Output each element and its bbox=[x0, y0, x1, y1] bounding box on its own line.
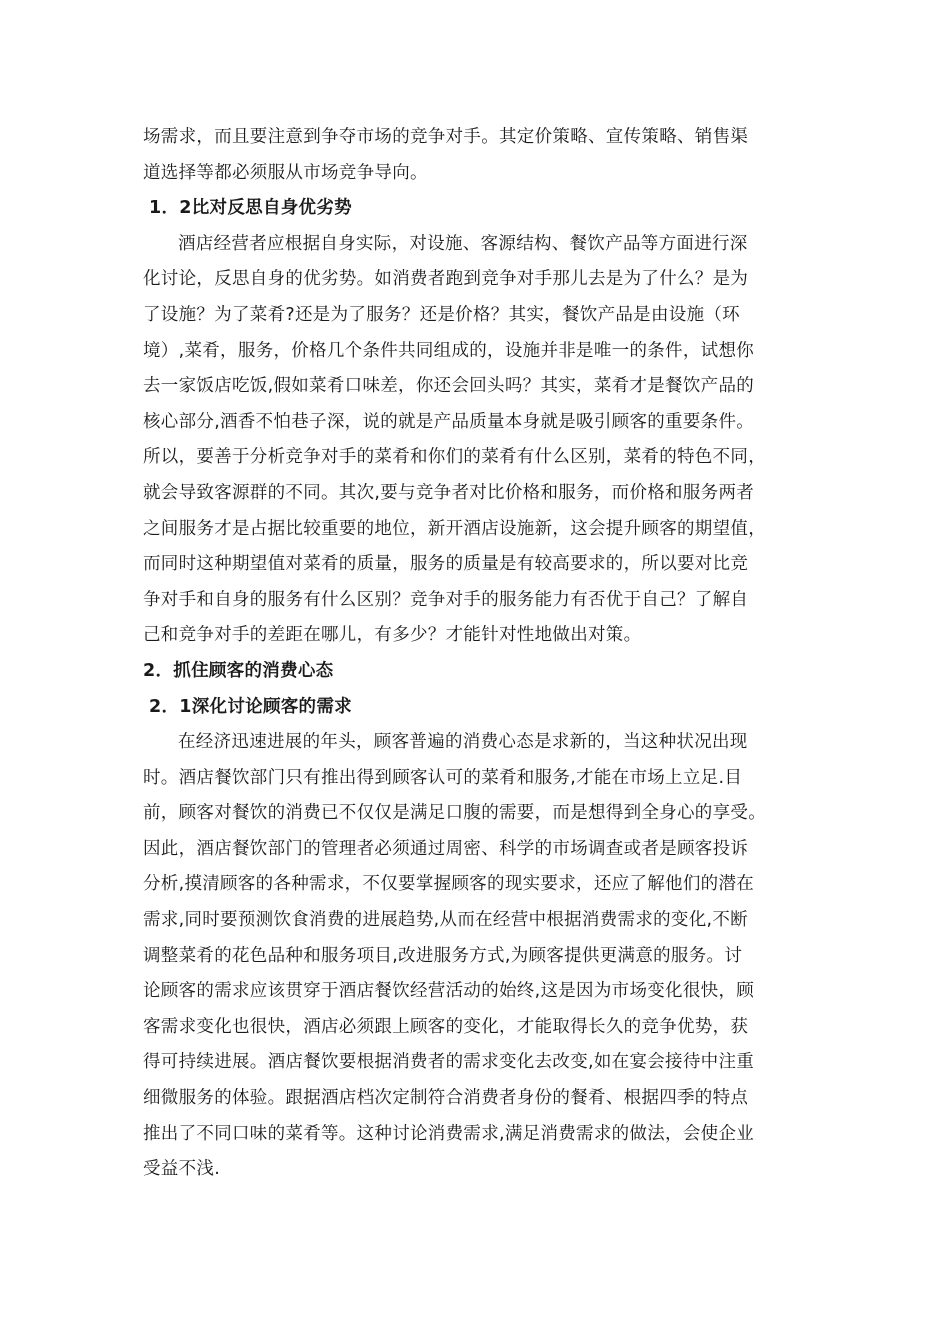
text-line: 己和竞争对手的差距在哪儿，有多少？才能针对性地做出对策。 bbox=[143, 625, 642, 646]
text-line: 场需求，而且要注意到争夺市场的竞争对手。其定价策略、宣传策略、销售渠 bbox=[143, 127, 749, 147]
text-line: 就会导致客源群的不同。其次,要与竞争者对比价格和服务，而价格和服务两者 bbox=[143, 482, 755, 503]
paragraph-first-line: 在经济迅速进展的年头，顾客普遍的消费心态是求新的，当这种状况出现 bbox=[178, 732, 748, 753]
text-line: 调整菜肴的花色品种和服务项目,改进服务方式,为顾客提供更满意的服务。讨 bbox=[143, 945, 743, 966]
text-line: 去一家饭店吃饭,假如菜肴口味差，你还会回头吗？其实，菜肴才是餐饮产品的 bbox=[143, 376, 755, 397]
text-line: 时。酒店餐饮部门只有推出得到顾客认可的菜肴和服务,才能在市场上立足.目 bbox=[143, 767, 743, 788]
text-line: 因此，酒店餐饮部门的管理者必须通过周密、科学的市场调查或者是顾客投诉 bbox=[143, 838, 749, 859]
text-line: 受益不浅. bbox=[143, 1159, 221, 1180]
text-line: 得可持续进展。酒店餐饮要根据消费者的需求变化去改变,如在宴会接待中注重 bbox=[143, 1052, 755, 1073]
text-line: 化讨论，反思自身的优劣势。如消费者跑到竞争对手那儿去是为了什么？是为 bbox=[143, 269, 749, 290]
text-line: 细微服务的体验。跟据酒店档次定制符合消费者身份的餐肴、根据四季的特点 bbox=[143, 1088, 749, 1109]
text-line: 核心部分,酒香不怕巷子深，说的就是产品质量本身就是吸引顾客的重要条件。 bbox=[143, 411, 755, 432]
paragraph-first-line: 酒店经营者应根据自身实际，对设施、客源结构、餐饮产品等方面进行深 bbox=[178, 233, 748, 254]
text-line: 了设施？为了菜肴?还是为了服务？还是价格？其实，餐饮产品是由设施（环 bbox=[143, 304, 740, 325]
text-line: 前，顾客对餐饮的消费已不仅仅是满足口腹的需要，而是想得到全身心的享受。 bbox=[143, 803, 766, 824]
section-heading: 2．1深化讨论顾客的需求 bbox=[149, 696, 352, 717]
text-line: 道选择等都必须服从市场竞争导向。 bbox=[143, 162, 428, 183]
text-line: 而同时这种期望值对菜肴的质量，服务的质量是有较高要求的，所以要对比竞 bbox=[143, 554, 749, 575]
text-line: 论顾客的需求应该贯穿于酒店餐饮经营活动的始终,这是因为市场变化很快，顾 bbox=[143, 981, 755, 1002]
text-line: 所以，要善于分析竞争对手的菜肴和你们的菜肴有什么区别，菜肴的特色不同， bbox=[143, 447, 766, 468]
chapter-heading: 2．抓住顾客的消费心态 bbox=[143, 660, 334, 681]
text-line: 需求,同时要预测饮食消费的进展趋势,从而在经营中根据消费需求的变化,不断 bbox=[143, 910, 748, 931]
document-body bbox=[143, 120, 823, 1188]
text-line: 推出了不同口味的菜肴等。这种讨论消费需求,满足消费需求的做法，会使企业 bbox=[143, 1123, 755, 1144]
text-line: 之间服务才是占据比较重要的地位，新开酒店设施新，这会提升顾客的期望值， bbox=[143, 518, 766, 539]
text-line: 分析,摸清顾客的各种需求，不仅要掌握顾客的现实要求，还应了解他们的潜在 bbox=[143, 874, 755, 895]
text-line: 客需求变化也很快，酒店必须跟上顾客的变化，才能取得长久的竞争优势，获 bbox=[143, 1016, 749, 1037]
text-line: 境）,菜肴，服务，价格几个条件共同组成的，设施并非是唯一的条件，试想你 bbox=[143, 340, 755, 361]
text-line: 争对手和自身的服务有什么区别？竞争对手的服务能力有否优于自己？了解自 bbox=[143, 589, 749, 610]
section-heading: 1．2比对反思自身优劣势 bbox=[149, 198, 352, 219]
